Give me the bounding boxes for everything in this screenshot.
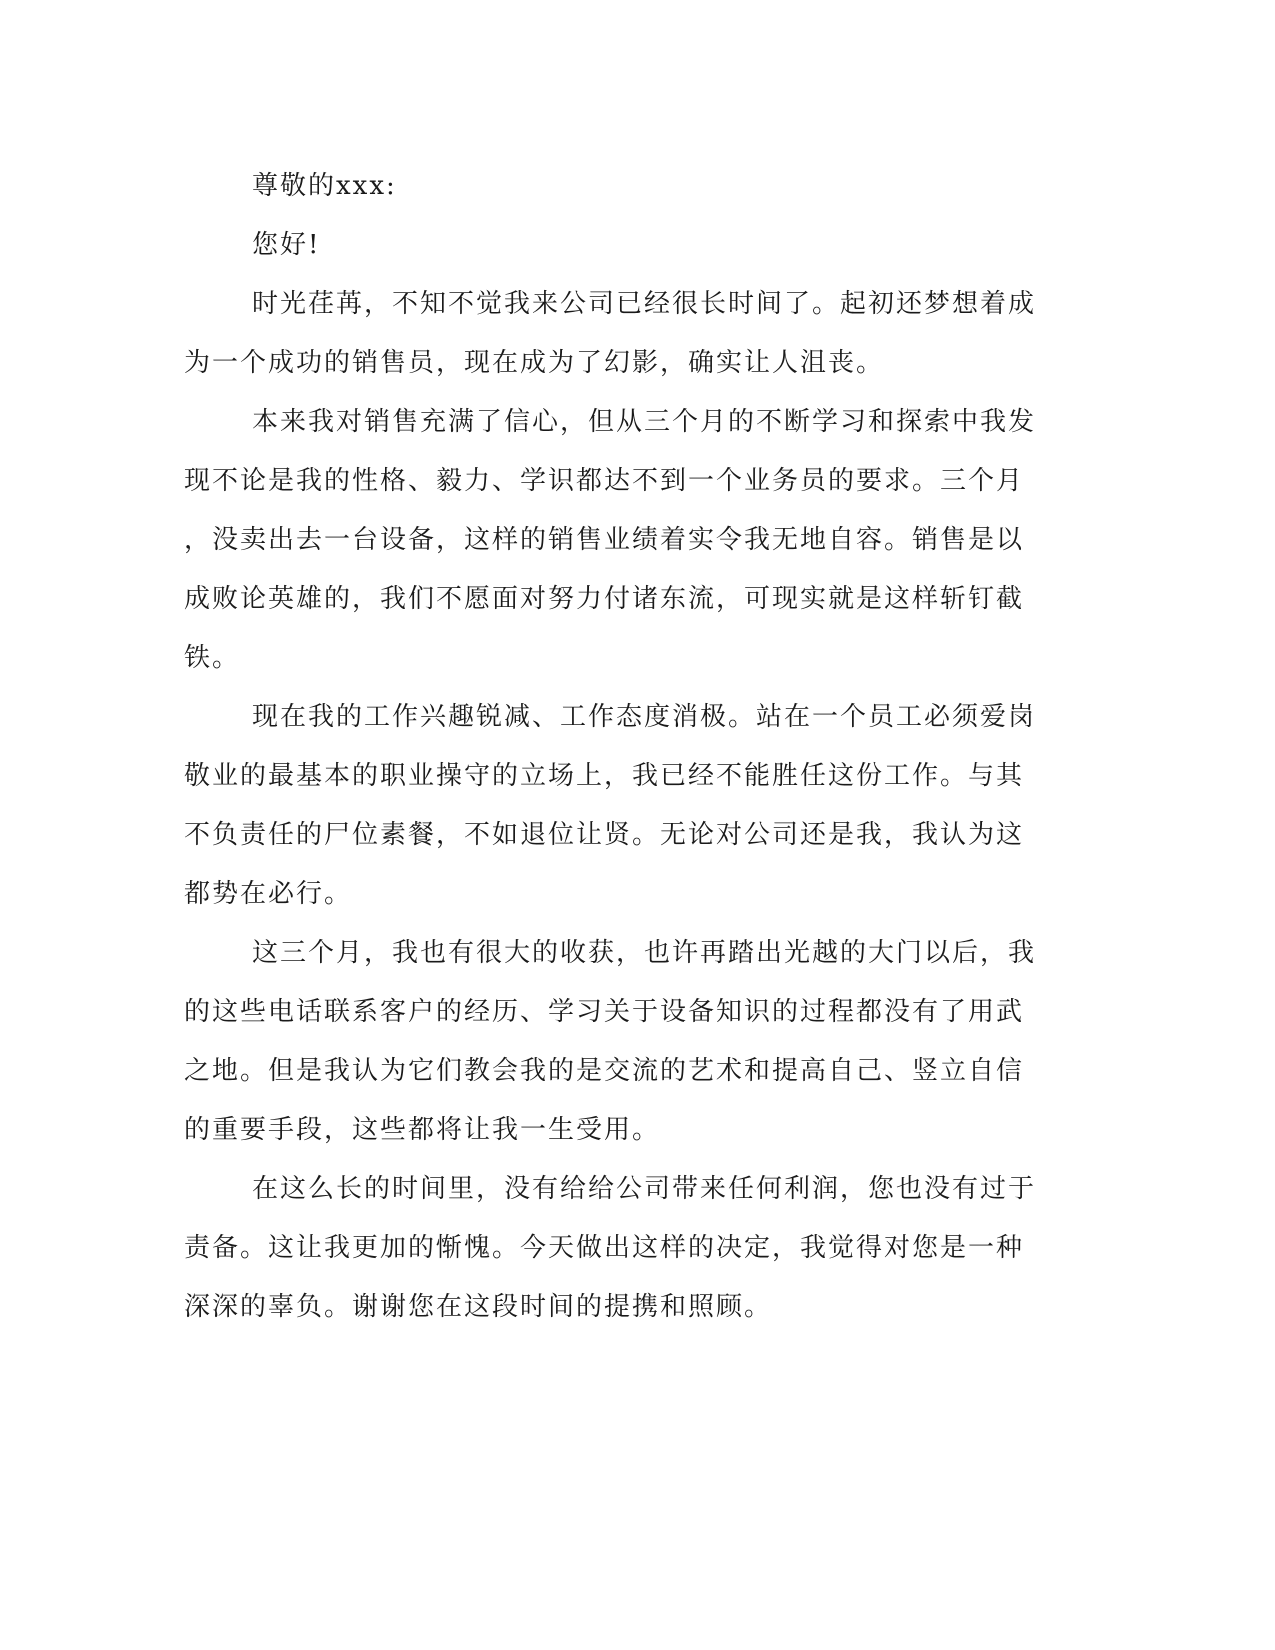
paragraph-line: 现不论是我的性格、毅力、学识都达不到一个业务员的要求。三个月 [184,466,1025,496]
salutation: 尊敬的xxx: [252,171,397,201]
paragraph-line: 为一个成功的销售员，现在成为了幻影，确实让人沮丧。 [184,348,885,378]
letter-body [184,157,1044,1337]
paragraph-line: 深深的辜负。谢谢您在这段时间的提携和照顾。 [184,1292,773,1322]
paragraph-line: 成败论英雄的，我们不愿面对努力付诸东流，可现实就是这样斩钉截 [184,584,1025,614]
paragraph-line: 的重要手段，这些都将让我一生受用。 [184,1115,661,1145]
paragraph-line: 的这些电话联系客户的经历、学习关于设备知识的过程都没有了用武 [184,997,1025,1027]
paragraph-2 [184,393,1044,688]
paragraph-line: 之地。但是我认为它们教会我的是交流的艺术和提高自己、竖立自信 [184,1056,1025,1086]
paragraph-line: 敬业的最基本的职业操守的立场上，我已经不能胜任这份工作。与其 [184,761,1025,791]
paragraph-line: 都势在必行。 [184,879,353,909]
paragraph-line: 本来我对销售充满了信心，但从三个月的不断学习和探索中我发 [252,407,1037,437]
paragraph-1 [184,275,1044,393]
paragraph-line: 现在我的工作兴趣锐减、工作态度消极。站在一个员工必须爱岗 [252,702,1037,732]
paragraph-5 [184,1160,1044,1337]
paragraph-line: 不负责任的尸位素餐，不如退位让贤。无论对公司还是我，我认为这 [184,820,1025,850]
paragraph-4 [184,924,1044,1160]
paragraph-line: 铁。 [184,643,241,673]
greeting: 您好! [252,230,321,260]
paragraph-3 [184,688,1044,924]
paragraph-line: 时光荏苒，不知不觉我来公司已经很长时间了。起初还梦想着成 [252,289,1037,319]
paragraph-line: 这三个月，我也有很大的收获，也许再踏出光越的大门以后，我 [252,938,1037,968]
paragraph-line: 在这么长的时间里，没有给给公司带来任何利润，您也没有过于 [252,1174,1037,1204]
paragraph-line: ，没卖出去一台设备，这样的销售业绩着实令我无地自容。销售是以 [184,525,1025,555]
paragraph-line: 责备。这让我更加的惭愧。今天做出这样的决定，我觉得对您是一种 [184,1233,1025,1263]
